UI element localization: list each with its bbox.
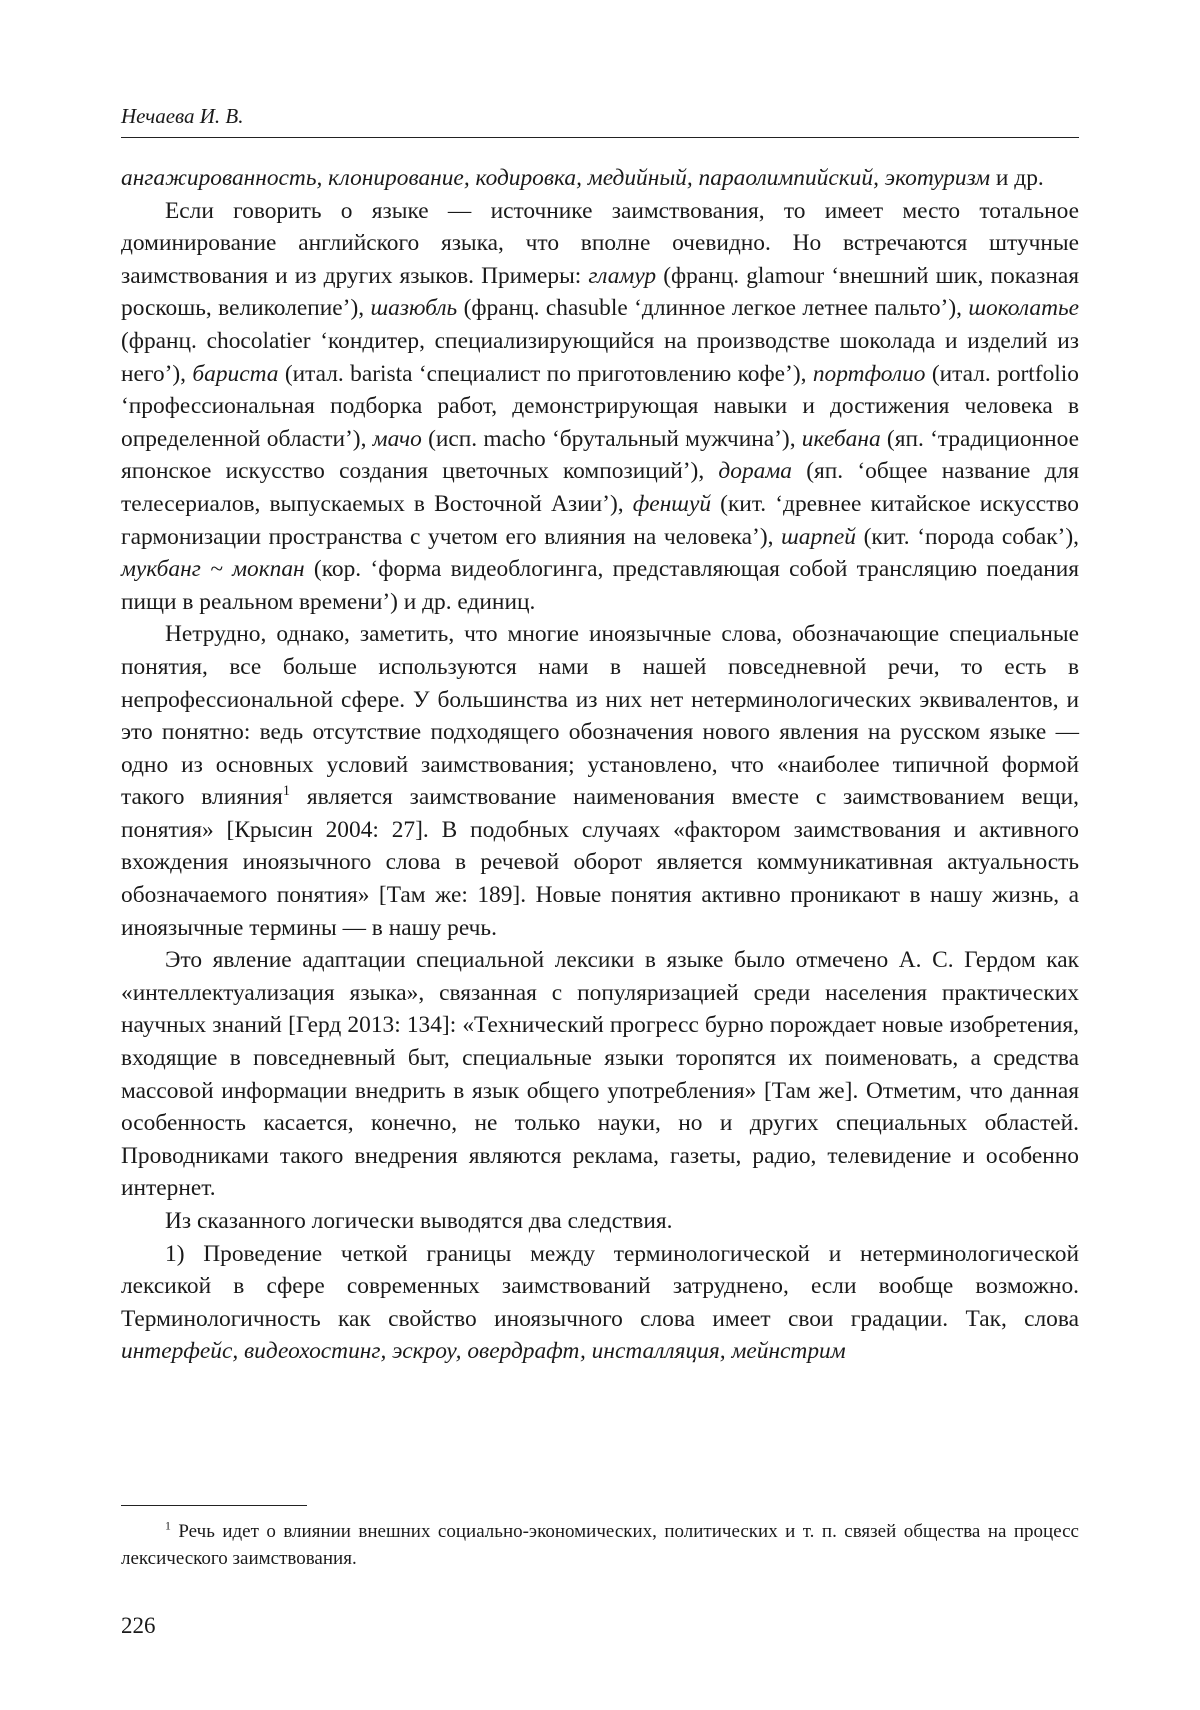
term: мачо: [372, 425, 422, 452]
term: гламур: [588, 262, 657, 289]
text-run: и др.: [990, 165, 1044, 191]
text-run: Это явление адаптации специальной лексики в языке было отмечено А. С. Гердом как «интеллектуализация языка», связанная с популяризацией среди населения практических научных знаний [Герд 2013: 134]: «Технический прогресс бурно порождает новые изобретения, входящие в повседневный быт, специальные языки торопятся их поименовать, а средства массовой информации внедрить в язык общего употребления» [Там же]. Отметим, что данная особенность касается, конечно, не только науки, но и других специальных областей. Проводниками такого внедрения являются реклама, газеты, радио, телевидение и особенно интернет.: [121, 947, 1079, 1202]
term: дорама: [718, 458, 792, 485]
term-list: интерфейс, видеохостинг, эскроу, овердрафт, инсталляция, мейнстрим: [121, 1338, 846, 1365]
paragraph-3: [121, 944, 1079, 1205]
footnote-marker: 1: [282, 783, 291, 800]
text-run: (яп. ‘традиционное японское искусство создания цветочных композиций’),: [121, 425, 1079, 485]
term: шарпей: [781, 523, 856, 550]
term-list: ангажированность, клонирование, кодировка, медийный, параолимпийский, экотуризм: [121, 165, 991, 191]
text-run: (кит. ‘древнее китайское искусство гармонизации пространства с учетом его влияния на человека’),: [121, 490, 1079, 550]
text-run: (яп. ‘общее название для телесериалов, выпускаемых в Восточной Азии’),: [121, 458, 1079, 517]
paragraph-0: [121, 162, 1079, 195]
term: феншуй: [632, 490, 712, 517]
running-header: [121, 103, 1079, 138]
term: шоколатье: [968, 295, 1079, 322]
paragraph-4: [121, 1205, 1079, 1238]
main-text: [121, 162, 1079, 1368]
footnote-text: Речь идет о влиянии внешних социально-экономических, политических и т. п. связей общества на процесс лексического заимствования.: [121, 1521, 1079, 1569]
paragraph-1: [121, 195, 1079, 619]
term: шазюбль: [370, 295, 458, 322]
author-name: Нечаева И. В.: [121, 104, 244, 128]
footnote-number: 1: [165, 1519, 171, 1533]
footnote-divider: [121, 1505, 307, 1506]
text-run: (франц. chocolatier ‘кондитер, специализирующийся на производстве шоколада и изделий из него’),: [121, 327, 1079, 387]
text-run: (кит. ‘порода собак’),: [855, 523, 1079, 550]
text-run: (итал. portfolio ‘профессиональная подборка работ, демонстрирующая навыки и достижения человека в определенной области’),: [121, 360, 1079, 452]
text-run: Из сказанного логически выводятся два следствия.: [165, 1208, 673, 1234]
term: портфолио: [812, 360, 926, 387]
page-number: 226: [121, 1613, 156, 1638]
text-run: Нетрудно, однако, заметить, что многие иноязычные слова, обозначающие специальные понятия, все больше используются нами в нашей повседневной речи, то есть в непрофессиональной сфере. У большинства из них нет нетерминологических эквивалентов, и это понятно: ведь отсутствие подходящего обозначения нового явления на русском языке — одно из основных условий заимствования; установлено, что «наиболее типичной формой такого влияния: [121, 621, 1079, 811]
text-run: (исп. macho ‘брутальный мужчина’),: [421, 425, 802, 452]
text-run: (кор. ‘форма видеоблогинга, представляющая собой трансляцию поедания пищи в реальном времени’) и др. единиц.: [121, 556, 1079, 615]
text-run: 1) Проведение четкой границы между терминологической и нетерминологической лексикой в сфере современных заимствований затруднено, если вообще возможно. Терминологичность как свойство иноязычного слова имеет свои градации. Так, слова: [121, 1240, 1079, 1332]
text-run: (франц. chasuble ‘длинное легкое летнее пальто’),: [457, 295, 969, 322]
text-run: (франц. glamour ‘внешний шик, показная роскошь, великолепие’),: [121, 262, 1079, 322]
text-run: (итал. barista ‘специалист по приготовлению кофе’),: [278, 360, 813, 387]
text-run: является заимствование наименования вместе с заимствованием вещи, понятия» [Крысин 2004: 27]. В подобных случаях «фактором заимствования и активного вхождения иноязычного слова в речевой оборот является коммуникативная актуальность обозначаемого понятия» [Там же: 189]. Новые понятия активно проникают в нашу жизнь, а иноязычные термины — в нашу речь.: [121, 784, 1079, 941]
paragraph-5: [121, 1238, 1079, 1368]
term: мукбанг ~ мокпан: [121, 556, 305, 583]
term: икебана: [801, 425, 881, 452]
text-run: Если говорить о языке — источнике заимствования, то имеет место тотальное доминирование английского языка, что вполне очевидно. Но встречаются штучные заимствования и из других языков. Примеры:: [121, 197, 1079, 289]
paragraph-2: [121, 618, 1079, 944]
term: бариста: [192, 360, 279, 387]
footnote: [121, 1518, 1079, 1572]
